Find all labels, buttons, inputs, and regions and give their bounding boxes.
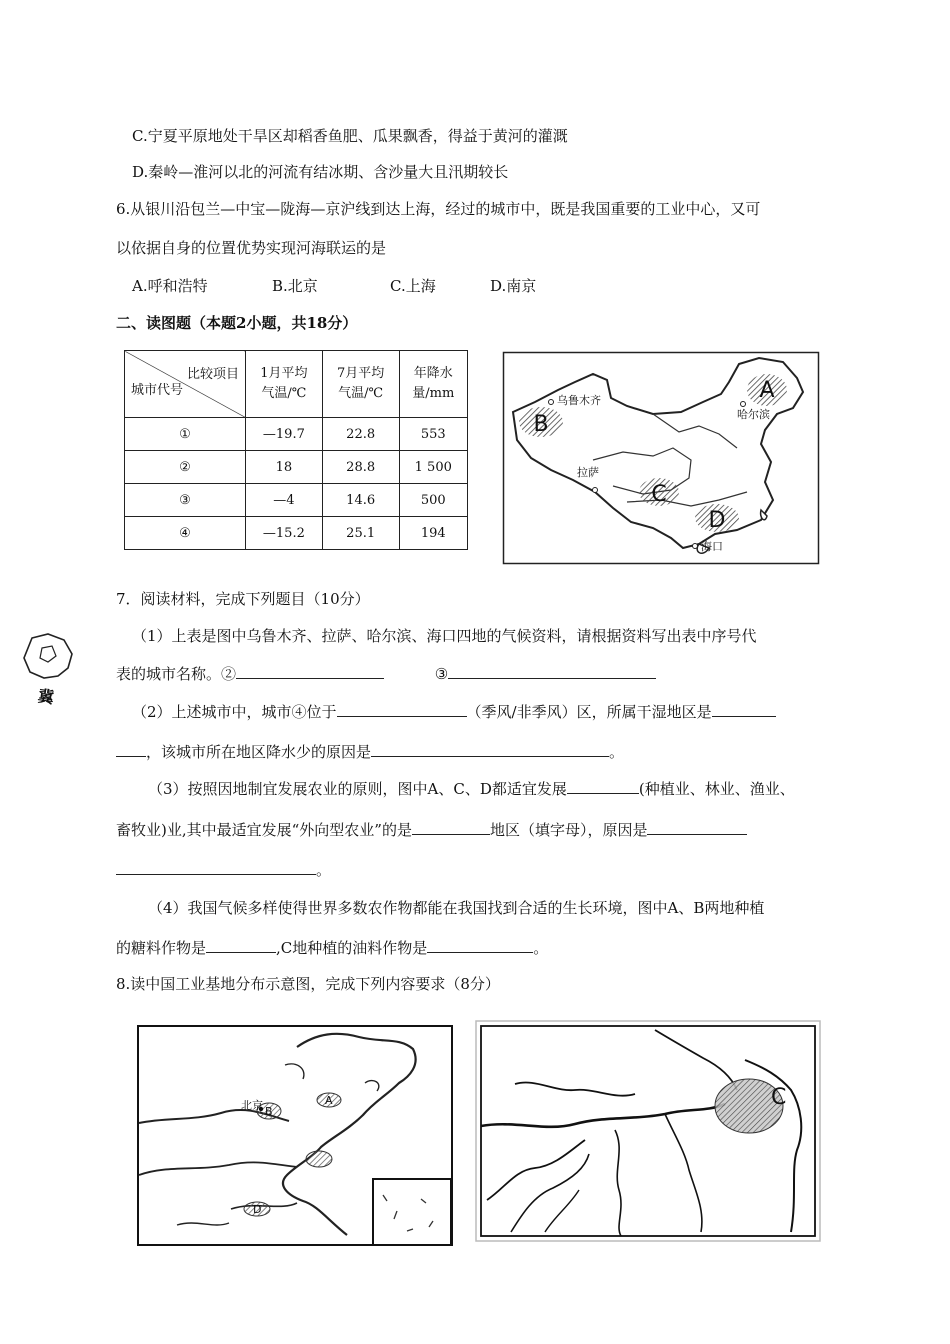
q7-part3-line3: 。 [116, 860, 331, 880]
yangtze-delta-map [475, 1020, 821, 1242]
cell-jan: —19.7 [246, 418, 323, 451]
answer-blank-cause[interactable] [647, 820, 747, 835]
answer-blank-2[interactable] [236, 664, 384, 679]
answer-blank-region[interactable] [412, 820, 490, 835]
cell-jan: —4 [246, 484, 323, 517]
table-row [125, 484, 468, 517]
cell-jul: 25.1 [322, 517, 399, 550]
map-label-c: C [651, 482, 667, 507]
q7-part3-line2: 畜牧业)业,其中最适宜发展“外向型农业”的是 地区（填字母），原因是 [116, 820, 747, 840]
q7-part1-line1: （1）上表是图中乌鲁木齐、拉萨、哈尔滨、海口四地的气候资料，请根据资料写出表中序号代 [132, 627, 757, 645]
option-c: C.宁夏平原地处干旱区却稻香鱼肥、瓜果飘香，得益于黄河的灌溉 [132, 127, 568, 145]
answer-blank-sugar[interactable] [206, 938, 276, 953]
map-label-a: A [759, 378, 775, 403]
answer-blank-dryness[interactable] [712, 702, 776, 717]
china-climate-map [503, 352, 819, 564]
q7-part1-line2: 表的城市名称。② ③ [116, 664, 656, 684]
q7-part4-line1: （4）我国气候多样使得世界多数农作物都能在我国找到合适的生长环境，图中A、B两地种植 [148, 899, 765, 917]
answer-blank-3[interactable] [448, 664, 656, 679]
header-jan-temp: 1月平均 气温/℃ [246, 351, 323, 418]
cell-precip: 553 [399, 418, 467, 451]
city-lhasa: 拉萨 [577, 466, 599, 479]
cell-code: ② [125, 451, 246, 484]
city-haikou: 海口 [701, 540, 723, 553]
cell-jan: 18 [246, 451, 323, 484]
city-urumqi: 乌鲁木齐 [557, 394, 601, 407]
cell-jul: 28.8 [322, 451, 399, 484]
option-d: D.秦岭—淮河以北的河流有结冰期、含沙量大且汛期较长 [132, 163, 509, 181]
cell-code: ① [125, 418, 246, 451]
q6-option-c: C.上海 [390, 277, 436, 295]
answer-blank-oil[interactable] [427, 938, 533, 953]
answer-blank-reason[interactable] [371, 742, 609, 757]
city-harbin: 哈尔滨 [737, 408, 770, 421]
answer-blank-monsoon[interactable] [337, 702, 467, 717]
table-header-diagonal [125, 351, 246, 418]
q7-part2-line1: （2）上述城市中，城市④位于 （季风/非季风）区，所属干湿地区是 [132, 702, 776, 722]
cell-precip: 500 [399, 484, 467, 517]
q6-option-d: D.南京 [490, 277, 537, 295]
header-precip: 年降水 量/mm [399, 351, 467, 418]
delta-label-c: C [771, 1085, 787, 1110]
table-row [125, 517, 468, 550]
industry-label-a: A [325, 1094, 333, 1107]
industry-base-map [137, 1025, 453, 1246]
climate-table [124, 350, 468, 550]
question-7-title: 7．阅读材料，完成下列题目（10分） [116, 590, 370, 608]
q6-option-a: A.呼和浩特 [132, 277, 208, 295]
table-row [125, 451, 468, 484]
answer-blank-cause-cont[interactable] [116, 860, 316, 875]
cell-jul: 14.6 [322, 484, 399, 517]
map-label-d: D [708, 508, 726, 533]
cell-code: ④ [125, 517, 246, 550]
header-jul-temp: 7月平均 气温/℃ [322, 351, 399, 418]
cell-precip: 1 500 [399, 451, 467, 484]
beijing-label: 北京 [241, 1099, 263, 1112]
industry-label-d: D [253, 1203, 262, 1216]
map-label-b: B [533, 412, 549, 437]
industry-label-b: B [265, 1105, 273, 1118]
cell-jul: 22.8 [322, 418, 399, 451]
question-8-title: 8.读中国工业基地分布示意图，完成下列内容要求（8分） [116, 975, 500, 993]
question-6-line-1: 6.从银川沿包兰—中宝—陇海—京沪线到达上海，经过的城市中，既是我国重要的工业中心，又可 [116, 200, 761, 218]
cell-jan: —15.2 [246, 517, 323, 550]
cell-precip: 194 [399, 517, 467, 550]
header-compare-items: 比较项目 [186, 367, 239, 382]
section-2-heading: 二、读图题（本题2小题，共18分） [116, 314, 358, 332]
q7-part3-line1: （3）按照因地制宜发展农业的原则，图中A、C、D都适宜发展 (种植业、林业、渔业、 [148, 780, 795, 798]
table-row [125, 418, 468, 451]
margin-logo [18, 632, 78, 710]
cell-code: ③ [125, 484, 246, 517]
answer-blank-dryness-cont[interactable] [116, 742, 146, 757]
margin-logo-char: 冀 [36, 686, 56, 708]
question-6-line-2: 以依据自身的位置优势实现河海联运的是 [116, 239, 387, 257]
q6-option-b: B.北京 [272, 277, 318, 295]
answer-blank-agriculture[interactable] [567, 779, 639, 794]
q7-part4-line2: 的糖料作物是 ,C地种植的油料作物是 。 [116, 939, 549, 957]
q7-part2-line2: ，该城市所在地区降水少的原因是 。 [116, 742, 624, 762]
header-city-code: 城市代号 [131, 383, 184, 398]
